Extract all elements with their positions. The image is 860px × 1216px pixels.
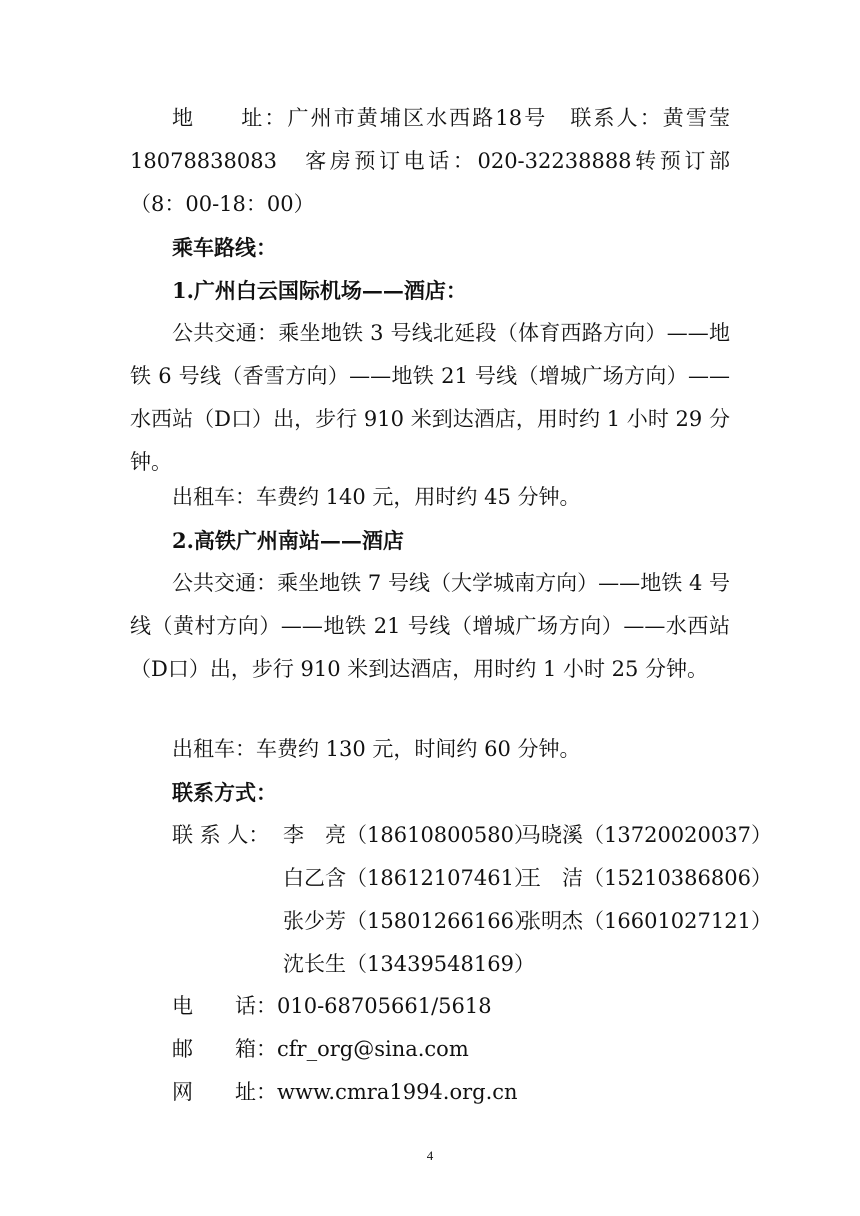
contact-person: 张明杰（16601027121） bbox=[520, 909, 772, 933]
contact-email: cfr_org@sina.com bbox=[277, 1037, 469, 1061]
route-1-taxi: 出租车：车费约 140 元，用时约 45 分钟。 bbox=[172, 485, 581, 509]
contact-phone: 010-68705661/5618 bbox=[277, 994, 492, 1018]
contact-person: 张少芳（15801266166） bbox=[283, 909, 535, 933]
contact-person: 马晓溪（13720020037） bbox=[520, 823, 772, 847]
contact-person: 王 洁（15210386806） bbox=[520, 866, 772, 890]
hotel-address-paragraph: 地 址：广州市黄埔区水西路18号 联系人：黄雪莹 18078838083 客房预订电话：020-32238888转预订部（8：00-18：00） bbox=[130, 106, 730, 216]
contact-people-label: 联 系 人： bbox=[172, 823, 270, 847]
contact-person: 沈长生（13439548169） bbox=[283, 952, 535, 976]
route-1-public-transport: 公共交通：乘坐地铁 3 号线北延段（体育西路方向）——地铁 6 号线（香雪方向）——地铁 21 号线（增城广场方向）——水西站（D口）出，步行 910 米到达酒店，用时约 1 小时 29 分钟。 bbox=[130, 321, 730, 474]
contact-person: 白乙含（18612107461） bbox=[283, 866, 535, 890]
route-1-title: 1.广州白云国际机场——酒店： bbox=[172, 278, 467, 303]
route-2-public-transport: 公共交通：乘坐地铁 7 号线（大学城南方向）——地铁 4 号线（黄村方向）——地铁 21 号线（增城广场方向）——水西站（D口）出，步行 910 米到达酒店，用时约 1 小时 25 分钟。 bbox=[130, 571, 730, 681]
contact-email-label: 邮 箱： bbox=[172, 1037, 277, 1061]
route-2-taxi: 出租车：车费约 130 元，时间约 60 分钟。 bbox=[172, 737, 581, 761]
contact-heading: 联系方式： bbox=[172, 780, 277, 805]
contact-phone-label: 电 话： bbox=[172, 994, 277, 1018]
contact-website-label: 网 址： bbox=[172, 1080, 277, 1104]
route-heading: 乘车路线： bbox=[172, 235, 277, 260]
contact-website: www.cmra1994.org.cn bbox=[277, 1080, 518, 1104]
route-2-title: 2.高铁广州南站——酒店 bbox=[172, 528, 404, 553]
page-number: 4 bbox=[426, 1148, 434, 1163]
contact-person: 李 亮（18610800580） bbox=[283, 823, 535, 847]
